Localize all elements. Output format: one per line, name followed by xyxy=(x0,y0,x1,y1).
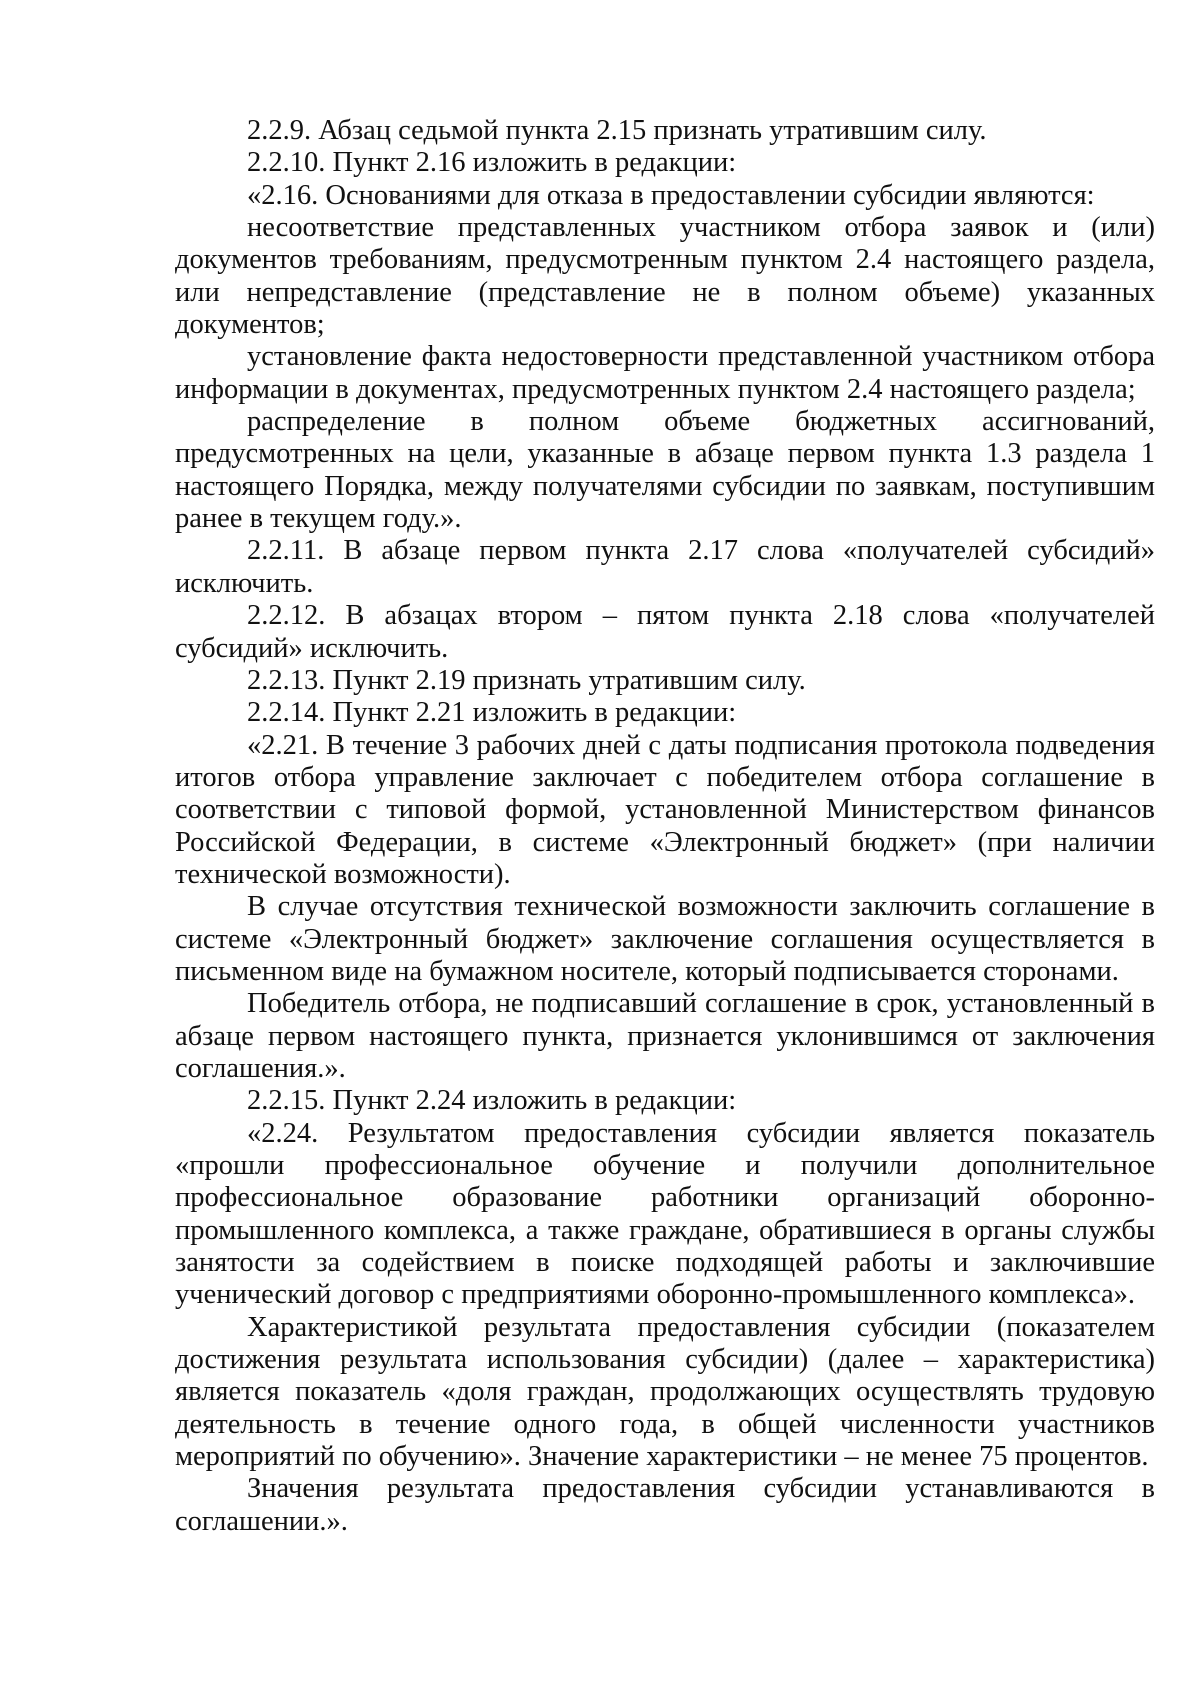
paragraph-2-2-13: 2.2.13. Пункт 2.19 признать утратившим силу. xyxy=(247,664,806,696)
paragraph-2-21-third: Победитель отбора, не подписавший соглашение в срок, установленный в абзаце первом настоящего пункта, признается уклонившимся от заключения соглашения.». xyxy=(175,988,1155,1084)
paragraph-2-24-second: Характеристикой результата предоставления субсидии (показателем достижения результата использования субсидии) (далее – характеристика) является показатель «доля граждан, продолжающих осуществлять трудовую деятельность в течение одного года, в общей численности участников мероприятий по обучению». Значение характеристики – не менее 75 процентов. xyxy=(175,1311,1155,1473)
paragraph-2-2-15: 2.2.15. Пункт 2.24 изложить в редакции: xyxy=(247,1085,737,1117)
paragraph-2-2-12: 2.2.12. В абзацах втором – пятом пункта 2.18 слова «получателей субсидий» исключить. xyxy=(175,600,1155,664)
paragraph-2-2-11: 2.2.11. В абзаце первом пункта 2.17 слова «получателей субсидий» исключить. xyxy=(175,535,1155,599)
paragraph-2-16-ground-1: несоответствие представленных участником отбора заявок и (или) документов требованиям, предусмотренным пунктом 2.4 настоящего раздела, или непредставление (представление не в полном объеме) указанных документов; xyxy=(175,212,1155,341)
paragraph-2-2-9: 2.2.9. Абзац седьмой пункта 2.15 признать утратившим силу. xyxy=(247,115,987,146)
paragraph-2-2-14: 2.2.14. Пункт 2.21 изложить в редакции: xyxy=(247,697,737,729)
paragraph-2-16-ground-3: распределение в полном объеме бюджетных ассигнований, предусмотренных на цели, указанные в абзаце первом пункта 1.3 раздела 1 настоящего Порядка, между получателями субсидии по заявкам, поступившим ранее в текущем году.». xyxy=(175,406,1155,535)
paragraph-2-21-first: «2.21. В течение 3 рабочих дней с даты подписания протокола подведения итогов отбора управление заключает с победителем отбора соглашение в соответствии с типовой формой, установленной Министерством финансов Российской Федерации, в системе «Электронный бюджет» (при наличии технической возможности). xyxy=(175,729,1155,890)
paragraph-2-21-second: В случае отсутствия технической возможности заключить соглашение в системе «Электронный бюджет» заключение соглашения осуществляется в письменном виде на бумажном носителе, который подписывается сторонами. xyxy=(175,891,1155,987)
paragraph-2-2-10: 2.2.10. Пункт 2.16 изложить в редакции: xyxy=(247,147,737,179)
paragraph-2-24-first: «2.24. Результатом предоставления субсидии является показатель «прошли профессиональное обучение и получили дополнительное профессиональное образование работники организаций оборонно-промышленного комплекса, а также граждане, обратившиеся в органы службы занятости за содействием в поиске подходящей работы и заключившие ученический договор с предприятиями оборонно-промышленного комплекса». xyxy=(175,1117,1155,1311)
paragraph-2-24-third: Значения результата предоставления субсидии устанавливаются в соглашении.». xyxy=(175,1473,1155,1537)
paragraph-2-16-ground-2: установление факта недостоверности представленной участником отбора информации в документах, предусмотренных пунктом 2.4 настоящего раздела; xyxy=(175,341,1155,405)
document-page xyxy=(175,115,1155,1538)
paragraph-2-16-intro: «2.16. Основаниями для отказа в предоставлении субсидии являются: xyxy=(247,179,1095,211)
